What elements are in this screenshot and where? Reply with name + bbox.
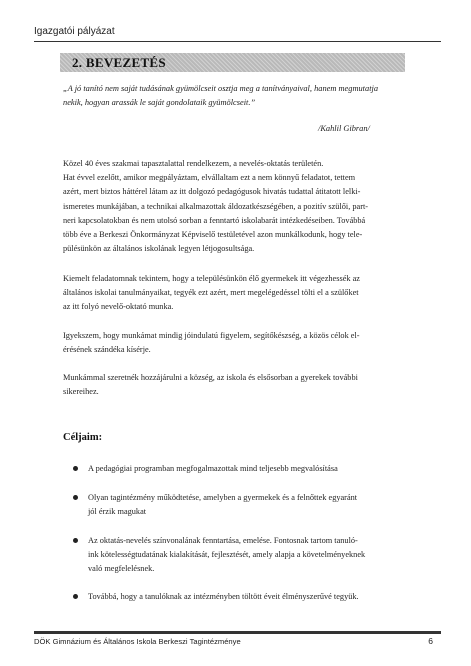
bullet-icon — [73, 594, 78, 599]
goal-line: Továbbá, hogy a tanulóknak az intézményben töltött éveit élményszerűvé tegyük. — [88, 592, 359, 601]
goal-item — [88, 590, 424, 604]
quote — [63, 82, 418, 110]
paragraph-line: pülésünkön az általános iskolának legyen létjogosultsága. — [63, 244, 255, 254]
goal-item — [88, 491, 424, 519]
paragraph-line: Igyekszem, hogy munkámat mindig jóindulatú figyelem, segítőkészség, a közös célok el- — [63, 331, 360, 340]
bullet-icon — [73, 538, 78, 543]
paragraph-line: ismeretes munkájában, a technikai alkalmazottak áldozatkészségében, a pozitív szülői, part- — [63, 201, 369, 211]
paragraph-line: Hat évvel ezelőtt, amikor megpályáztam, elvállaltam ezt a nem könnyű feladatot, tettem — [63, 173, 356, 183]
paragraph-line: sikereihez. — [63, 387, 99, 397]
paragraph — [63, 272, 421, 315]
paragraph-line: az itt folyó nevelő-oktató munka. — [63, 302, 174, 312]
paragraph-line: neri kapcsolatokban és nem utolsó sorban a fenntartó iskolabarát intézkedéseiben. Továbbá — [63, 215, 366, 225]
paragraph-line: Munkámmal szeretnék hozzájárulni a község, az iskola és elsősorban a gyerekek további — [63, 373, 358, 382]
goal-line: A pedagógiai programban megfogalmazottak mind teljesebb megvalósítása — [88, 464, 338, 473]
paragraph — [63, 371, 421, 399]
quote-line: nekik, hogyan arassák le saját gondolataik gyümölcseit.” — [63, 98, 256, 107]
bullet-icon — [73, 466, 78, 471]
quote-line: „A jó tanító nem saját tudásának gyümölcseit osztja meg a tanítványaival, hanem megmutatja — [63, 84, 379, 93]
header-title: Igazgatói pályázat — [34, 26, 115, 37]
goal-line: jól érzik magukat — [88, 507, 147, 517]
goal-line: Olyan tagintézmény működtetése, amelyben a gyermekek és a felnőttek egyaránt — [88, 493, 358, 502]
section-title: 2. BEVEZETÉS — [72, 55, 166, 70]
footer-text: DÖK Gimnázium és Általános Iskola Berkeszi Tagintézménye — [34, 637, 241, 646]
page-number: 6 — [428, 636, 433, 646]
goals-title: Céljaim: — [63, 432, 103, 443]
paragraph — [63, 329, 421, 357]
quote-author: /Kahlil Gibran/ — [318, 124, 370, 133]
footer-divider — [34, 631, 441, 634]
paragraph-line: Kiemelt feladatomnak tekintem, hogy a településünkön élő gyermekek itt végezhessék az — [63, 274, 360, 283]
paragraph-line: általános iskolai tanulmányaikat, tegyék ezt azért, mert megelégedéssel tölti el a szülőket — [63, 288, 359, 298]
goal-item — [88, 534, 424, 577]
goal-item — [88, 462, 424, 476]
paragraph-line: azért, mert biztos háttérel látam az itt dolgozó pedagógusok hivatás tudattal átitatott lelki- — [63, 187, 361, 197]
bullet-icon — [73, 495, 78, 500]
goal-line: való megfelelésnek. — [88, 564, 155, 574]
paragraph-line: érésének szándéka kísérje. — [63, 345, 151, 355]
goal-line: ink kötelességtudatának kialakítását, fejlesztését, amely alapja a követelményeknek — [88, 550, 366, 560]
paragraph — [63, 157, 421, 256]
goal-line: Az oktatás-nevelés színvonalának fenntartása, emelése. Fontosnak tartom tanuló- — [88, 536, 358, 545]
header-divider — [34, 41, 441, 42]
paragraph-line: több éve a Berkeszi Önkormányzat Képviselő testületével azon munkálkodunk, hogy tele- — [63, 230, 363, 240]
paragraph-line: Közel 40 éves szakmai tapasztalattal rendelkezem, a nevelés-oktatás területén. — [63, 159, 324, 168]
